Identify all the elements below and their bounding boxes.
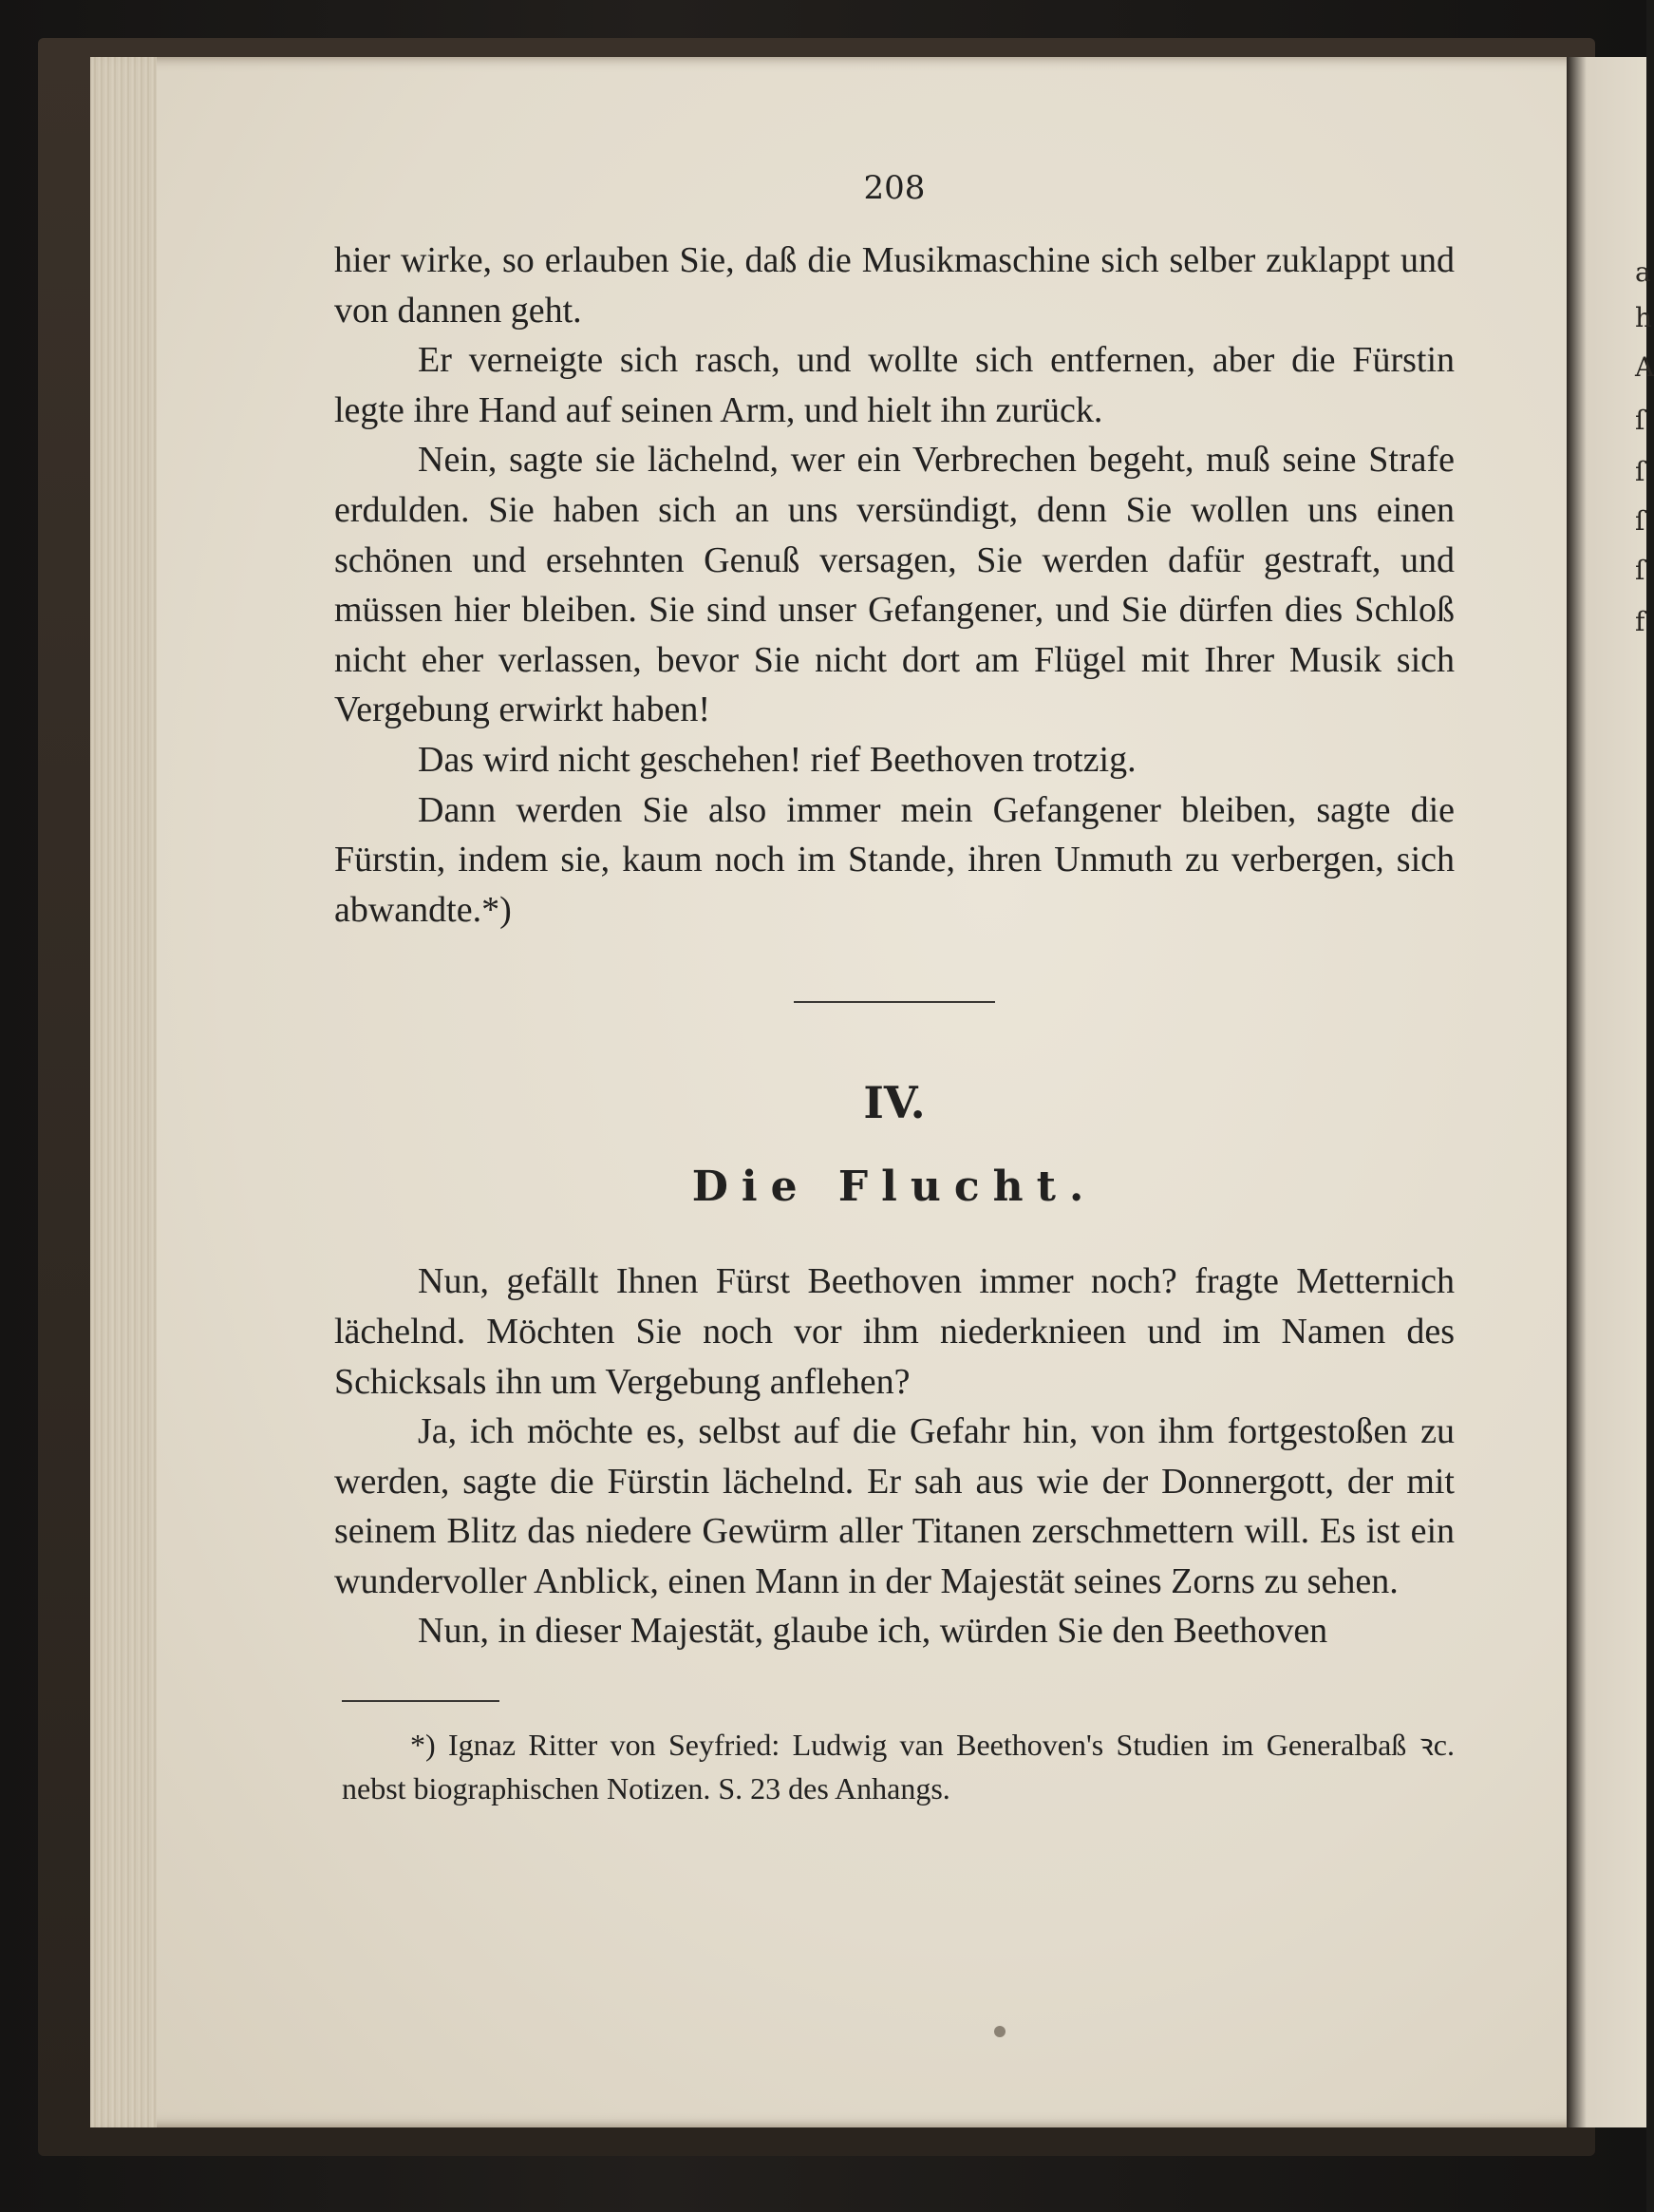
paragraph: Nun, gefällt Ihnen Fürst Beethoven immer noch? fragte Metternich lächelnd. Möchten Sie noch vor ihm niederknieen und im Namen des Schicksals ihn um Vergebung anflehen? [334, 1261, 1455, 1402]
paragraph: Ja, ich möchte es, selbst auf die Gefahr hin, von ihm fortgestoßen zu werden, sagte die Fürstin lächelnd. Er sah aus wie der Donnergott, der mit seinem Blitz das niedere Gewürm aller Titanen zerschmettern will. Es ist ein wundervoller Anblick, einen Mann in der Majestät seines Zorns zu sehen. [334, 1411, 1455, 1601]
paragraph: Dann werden Sie also immer mein Gefangener bleiben, sagte die Fürstin, indem sie, kaum noch im Stande, ihren Unmuth zu verbergen, sich abwandte.*) [334, 789, 1455, 930]
facing-glyph: ſ [1635, 456, 1645, 487]
paragraph: Nein, sagte sie lächelnd, wer ein Verbrechen begeht, muß seine Strafe erdulden. Sie haben sich an uns versündigt, denn Sie wollen uns einen schönen und ersehnten Genuß versagen, Sie werden dafür gestraft, und müssen hier bleiben. Sie sind unser Gefangener, und Sie dürfen dies Schloß nicht eher verlassen, bevor Sie nicht dort am Flügel mit Ihrer Musik sich Vergebung erwirkt haben! [334, 440, 1455, 730]
facing-glyph: A [1635, 351, 1654, 383]
facing-glyph: ſ [1635, 505, 1645, 537]
page-edges [90, 57, 157, 2127]
page-content [334, 142, 1455, 1810]
facing-page-edge [1567, 57, 1654, 2127]
facing-glyph: ſ [1635, 555, 1645, 586]
facing-glyph: f [1635, 606, 1645, 637]
facing-glyph: a [1635, 256, 1651, 288]
footnote: *) Ignaz Ritter von Seyfried: Ludwig van Beethoven's Studien im Generalbaß ꝛc. nebst biographischen Notizen. S. 23 des Anhangs. [342, 1728, 1455, 1806]
chapter-number: IV. [863, 1077, 926, 1129]
paragraph: hier wirke, so erlauben Sie, daß die Musikmaschine sich selber zuklappt und von dannen geht. [334, 240, 1455, 331]
chapter-title: Die Flucht. [691, 1163, 1098, 1212]
facing-glyph: ſ [1635, 405, 1645, 436]
facing-glyph: h [1635, 302, 1653, 333]
paragraph: Er verneigte sich rasch, und wollte sich entfernen, aber die Fürstin legte ihre Hand auf seinen Arm, und hielt ihn zurück. [334, 340, 1455, 430]
paragraph: Das wird nicht geschehen! rief Beethoven trotzig. [418, 739, 1137, 780]
section-divider [794, 1001, 995, 1003]
page-number: 208 [863, 169, 926, 207]
paper-spot [994, 2026, 1006, 2037]
footnote-rule [342, 1700, 499, 1702]
paragraph: Nun, in dieser Majestät, glaube ich, würden Sie den Beethoven [418, 1611, 1328, 1652]
